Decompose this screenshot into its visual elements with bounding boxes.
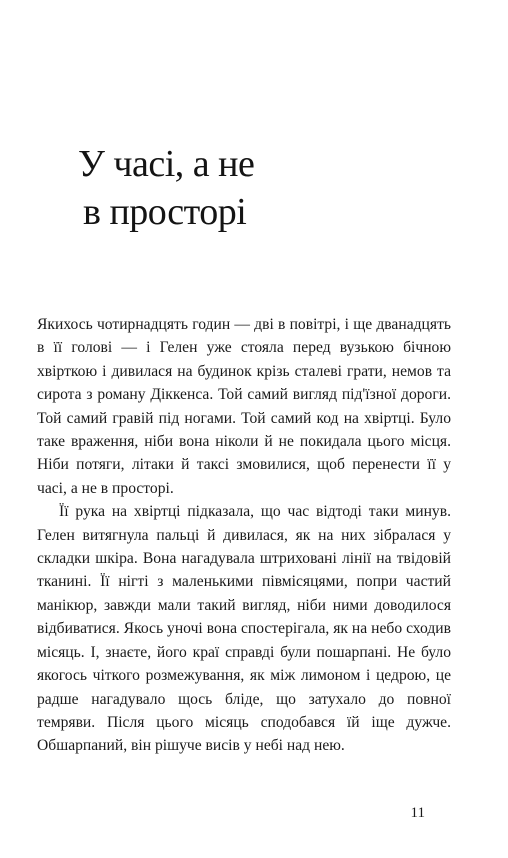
chapter-title (78, 140, 438, 236)
paragraph-1: Якихось чотирнадцять годин — дві в повітрі, і ще дванадцять в її голові — і Гелен уже стояла перед вузькою бічною хвірткою і дивилася на будинок крізь сталеві грати, немов та сирота з роману Діккенса. Той самий вигляд під'їзної дороги. Той самий гравій під ногами. Той самий код на хвіртці. Було таке враження, ніби вона ніколи й не покидала цього місця. Ніби потяги, літаки й таксі змовилися, щоб перенести її у часі, а не в просторі. (37, 316, 451, 497)
page-number: 11 (410, 805, 425, 821)
paragraph-2: Її рука на хвіртці підказала, що час відтоді таки минув. Гелен витягнула пальці й дивилася, як на них зібралася у складки шкіра. Вона нагадувала штриховані лінії на твідовій тканині. Її нігті з маленькими півмісяцями, попри частий манікюр, завжди мали такий вигляд, ніби ними доводилося відбиватися. Якось уночі вона спостерігала, як на небо сходив місяць. І, знаєте, його краї справді були пошарпані. Не було якогось чіткого розмежування, як між лимоном і цедрою, це радше нагадувало щось бліде, що затухало до повної темряви. Після цього місяць сподобався їй іще дужче. Обшарпаний, він рішуче висів у небі над нею. (37, 503, 451, 755)
chapter-title-line-1: У часі, а не (78, 143, 255, 185)
chapter-title-line-2: в просторі (83, 191, 247, 233)
body-text (37, 313, 451, 758)
